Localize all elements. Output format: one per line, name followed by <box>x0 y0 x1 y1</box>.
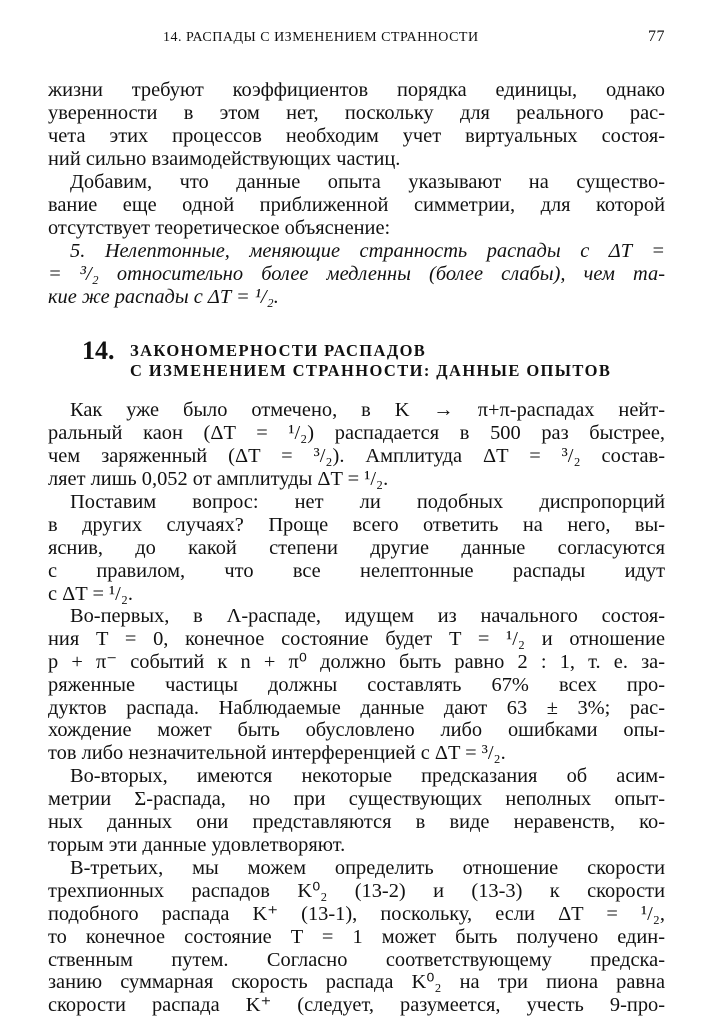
text-line: = ³/₂ относительно более медленны (более слабы), чем та- <box>48 262 665 285</box>
text-line: кие же распады с ΔT = ¹/₂. <box>48 285 279 308</box>
text-line: ряженные частицы должны составлять 67% всех про- <box>48 673 665 696</box>
text-line: отсутствует теоретическое объяснение: <box>48 216 391 239</box>
running-head <box>48 30 665 50</box>
text-line: трехпионных распадов K⁰₂ (13-2) и (13-3) к скорости <box>48 879 665 902</box>
text-line: торым эти данные удовлетворяют. <box>48 833 346 856</box>
paragraph-1 <box>48 79 665 171</box>
paragraph-4 <box>48 399 665 491</box>
text-line: Во-первых, в Λ-распаде, идущем из начального состоя- <box>70 605 665 627</box>
text-line: ственным путем. Согласно соответствующему предска- <box>48 948 665 971</box>
text-line: вание еще одной приближенной симметрии, для которой <box>48 193 665 216</box>
book-page <box>48 0 665 1017</box>
text-line: уверенности в этом нет, поскольку для реального рас- <box>48 101 665 124</box>
text-line: дуктов распада. Наблюдаемые данные дают 63 ± 3%; рас- <box>48 696 665 719</box>
text-line: яснив, до какой степени другие данные согласуются <box>48 536 665 559</box>
section-number: 14. <box>82 336 115 365</box>
text-line: ния T = 0, конечное состояние будет T = ¹/₂ и отношение <box>48 627 665 650</box>
text-line: в других случаях? Проще всего ответить на него, вы- <box>48 513 665 536</box>
running-head-title: 14. РАСПАДЫ С ИЗМЕНЕНИЕМ СТРАННОСТИ <box>163 30 479 45</box>
paragraph-8 <box>48 857 665 1017</box>
text-line: с ΔT = ¹/₂. <box>48 582 134 605</box>
text-line: Добавим, что данные опыта указывают на существо- <box>70 171 665 193</box>
text-line: то конечное состояние T = 1 может быть получено един- <box>48 925 665 948</box>
text-line: Как уже было отмечено, в K → π+π-распадах нейт- <box>70 399 665 421</box>
section-title-line-2: С ИЗМЕНЕНИЕМ СТРАННОСТИ: ДАННЫЕ ОПЫТОВ <box>130 361 612 380</box>
text-line: чем заряженный (ΔT = ³/₂). Амплитуда ΔT = ³/₂ состав- <box>48 444 665 467</box>
text-line: скорости распада K⁺ (следует, разумеется, учесть 9-про- <box>48 994 665 1017</box>
text-line: метрии Σ-распада, но при существующих неполных опыт- <box>48 787 665 810</box>
text-line: 5. Нелептонные, меняющие странность распады с ΔT = <box>70 240 665 262</box>
paragraph-6 <box>48 605 665 765</box>
page-number: 77 <box>648 28 665 45</box>
text-line: ных данных они представляются в виде неравенств, ко- <box>48 810 665 833</box>
text-line: чета этих процессов необходим учет виртуальных состоя- <box>48 124 665 147</box>
text-line: p + π⁻ событий к n + π⁰ должно быть равно 2 : 1, т. е. за- <box>48 650 665 673</box>
text-line: Во-вторых, имеются некоторые предсказания об асим- <box>70 765 665 787</box>
text-line: подобного распада K⁺ (13-1), поскольку, если ΔT = ¹/₂, <box>48 902 665 925</box>
text-line: ральный каон (ΔT = ¹/₂) распадается в 500 раз быстрее, <box>48 421 665 444</box>
text-line: с правилом, что все нелептонные распады идут <box>48 559 665 582</box>
text-line: ляет лишь 0,052 от амплитуды ΔT = ¹/₂. <box>48 467 389 490</box>
text-line: тов либо незначительной интерференцией с ΔT = ³/₂. <box>48 742 506 765</box>
text-line: ний сильно взаимодействующих частиц. <box>48 147 401 170</box>
paragraph-2 <box>48 171 665 240</box>
statement-5 <box>48 240 665 309</box>
paragraph-7 <box>48 765 665 857</box>
text-line: жизни требуют коэффициентов порядка единицы, однако <box>48 79 665 101</box>
text-line: хождение может быть обусловлено либо ошибками опы- <box>48 719 665 742</box>
paragraph-5 <box>48 491 665 605</box>
text-line: Поставим вопрос: нет ли подобных диспропорций <box>70 491 665 513</box>
text-line: занию суммарная скорость распада K⁰₂ на три пиона равна <box>48 971 665 994</box>
section-title-line-1: ЗАКОНОМЕРНОСТИ РАСПАДОВ <box>130 341 427 360</box>
text-line: В-третьих, мы можем определить отношение скорости <box>70 857 665 879</box>
